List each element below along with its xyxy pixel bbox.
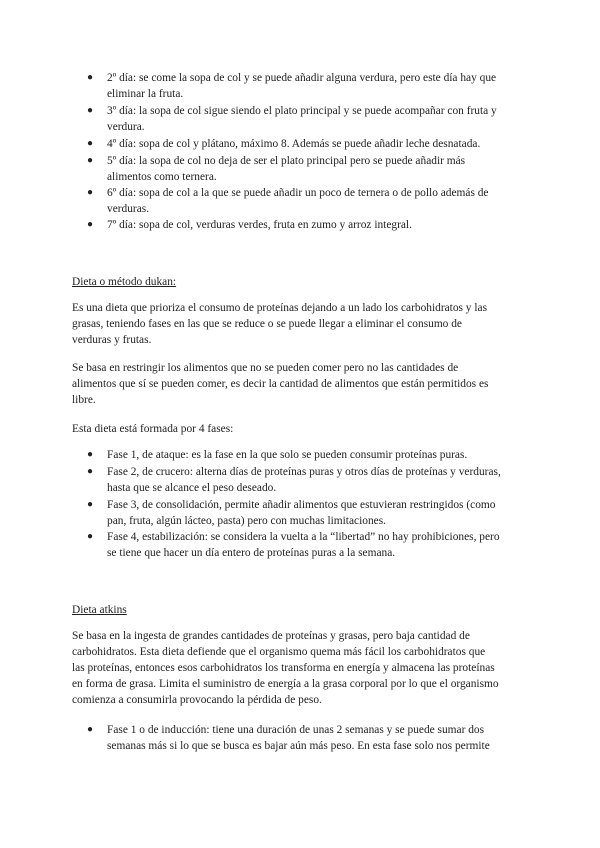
list-item [107, 217, 537, 233]
list-item-line: se tiene que hacer un día entero de proteínas puras a la semana. [107, 547, 396, 559]
list-item [107, 70, 537, 102]
atkins-paragraph-1 [72, 628, 532, 708]
list-item-line: 2º día: se come la sopa de col y se puede añadir alguna verdura, pero este día hay que [107, 72, 497, 84]
paragraph-line: Se basa en la ingesta de grandes cantidades de proteínas y grasas, pero baja cantidad de [72, 630, 470, 642]
list-item [107, 103, 537, 135]
paragraph-line: en forma de grasa. Limita el suministro de energía a la grasa corporal por lo que el organismo [72, 678, 499, 690]
list-item [107, 464, 537, 496]
bullet-icon: ● [87, 466, 94, 477]
list-item-line: hasta que se alcance el peso deseado. [107, 482, 277, 494]
bullet-icon: ● [87, 219, 94, 230]
paragraph-line: Es una dieta que prioriza el consumo de proteínas dejando a un lado los carbohidratos y las [72, 302, 488, 314]
list-item [107, 136, 537, 152]
list-item [107, 447, 537, 463]
list-item [107, 497, 537, 529]
paragraph-line: alimentos que sí se pueden comer, es decir la cantidad de alimentos que están permitidos es [72, 378, 489, 390]
list-item-line: Fase 2, de crucero: alterna días de proteínas puras y otros días de proteínas y verduras, [107, 466, 501, 478]
list-item-line: Fase 1 o de inducción: tiene una duración de unas 2 semanas y se puede sumar dos [107, 724, 485, 736]
list-item [107, 722, 537, 754]
bullet-icon: ● [87, 155, 94, 166]
list-item-line: Fase 4, estabilización: se considera la vuelta a la “libertad” no hay prohibiciones, pero [107, 531, 500, 543]
paragraph-line: grasas, teniendo fases en las que se reduce o se puede llegar a eliminar el consumo de [72, 318, 462, 330]
bullet-icon: ● [87, 499, 94, 510]
paragraph-line: comienza a consumirla provocando la pérdida de peso. [72, 694, 322, 706]
list-item [107, 529, 537, 561]
list-item-line: 5º día: la sopa de col no deja de ser el plato principal pero se puede añadir más [107, 155, 466, 167]
list-item [107, 153, 537, 185]
list-item-line: alimentos como ternera. [107, 171, 217, 183]
paragraph-line: verduras y frutas. [72, 334, 152, 346]
bullet-icon: ● [87, 724, 94, 735]
list-item-line: verdura. [107, 121, 145, 133]
list-item-line: Fase 1, de ataque: es la fase en la que solo se pueden consumir proteínas puras. [107, 449, 468, 461]
list-item-line: 7º día: sopa de col, verduras verdes, fruta en zumo y arroz integral. [107, 219, 412, 231]
list-item [107, 185, 537, 217]
dukan-paragraph-1 [72, 300, 532, 348]
bullet-icon: ● [87, 72, 94, 83]
bullet-icon: ● [87, 531, 94, 542]
bullet-icon: ● [87, 138, 94, 149]
list-item-line: pan, fruta, algún lácteo, pasta) pero con muchas limitaciones. [107, 515, 386, 527]
list-item-line: verduras. [107, 203, 150, 215]
list-item-line: eliminar la fruta. [107, 88, 184, 100]
atkins-heading: Dieta atkins [72, 604, 127, 616]
list-item-line: 4º día: sopa de col y plátano, máximo 8. Además se puede añadir leche desnatada. [107, 138, 481, 150]
paragraph-line: Esta dieta está formada por 4 fases: [72, 423, 234, 435]
list-item-line: 3º día: la sopa de col sigue siendo el plato principal y se puede acompañar con fruta y [107, 105, 497, 117]
list-item-line: Fase 3, de consolidación, permite añadir alimentos que estuvieran restringidos (como [107, 499, 496, 511]
paragraph-line: las proteínas, entonces esos carbohidratos los transforma en energía y almacena las proteínas [72, 662, 495, 674]
dukan-paragraph-3 [72, 421, 532, 437]
paragraph-line: libre. [72, 394, 96, 406]
bullet-icon: ● [87, 449, 94, 460]
paragraph-line: Se basa en restringir los alimentos que no se pueden comer pero no las cantidades de [72, 362, 459, 374]
list-item-line: 6º día: sopa de col a la que se puede añadir un poco de ternera o de pollo además de [107, 187, 489, 199]
bullet-icon: ● [87, 187, 94, 198]
bullet-icon: ● [87, 105, 94, 116]
paragraph-line: carbohidratos. Esta dieta defiende que el organismo quema más fácil los carbohidratos que [72, 646, 486, 658]
list-item-line: semanas más si lo que se busca es bajar aún más peso. En esta fase solo nos permite [107, 740, 490, 752]
dukan-heading: Dieta o método dukan: [72, 276, 177, 288]
dukan-paragraph-2 [72, 360, 532, 408]
